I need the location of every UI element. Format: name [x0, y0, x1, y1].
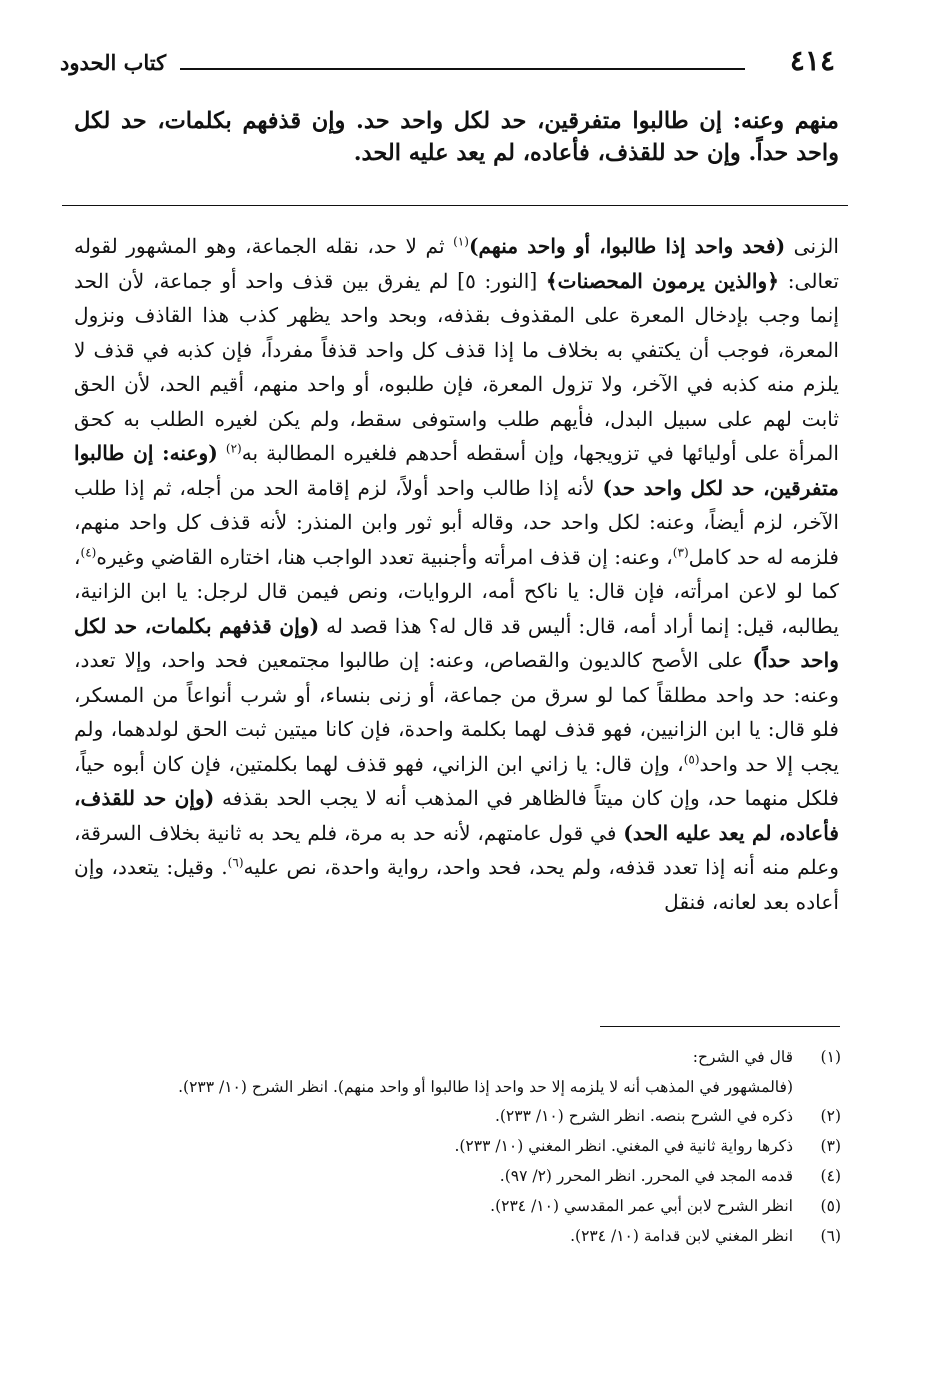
footnote-item: [96, 1192, 841, 1221]
footnote-text: انظر المغني لابن قدامة (١٠/ ٢٣٤).: [570, 1227, 793, 1245]
footnote-item: [96, 1132, 841, 1161]
quran-verse: ﴿والذين يرمون المحصنات﴾: [545, 268, 780, 293]
footnote-text: انظر الشرح لابن أبي عمر المقدسي (١٠/ ٢٣٤).: [490, 1197, 793, 1215]
commentary-run: على الأصح كالديون والقصاص، وعنه: إن طالبوا مجتمعين فحد واحد، وإلا تعدد، وعنه: حد واحد مطلقاً كما لو سرق من جماعة، أو زنى بنساء، أو شرب أنواعاً من المسكر، فلو قال: يا ابن الزانيين، فهو قذف لهما بكلمة واحدة، فإن كانا ميتين ثبت الحق لولدهما، ولم يجب إلا حد واحد: [74, 648, 839, 776]
quoted-matn: (وإن حد للقذف، فأعاده، لم يعد عليه الحد): [74, 786, 839, 845]
commentary-run: [النور: ٥] لم يفرق بين قذف واحد أو جماعة، لأن الحد إنما وجب بإدخال المعرة على المقذوف بقذفه، وبحد واحد يظهر كذب هذا القاذف ونزول المعرة، فوجب أن يكتفي به بخلاف ما إذا قذف كل واحد قذفاً مفرداً، فإن كذبه في قذف لا يلزم منه كذبه في الآخر، ولا تزول المعرة، فإن طلبوه، أو واحد منهم، أقيم الحد، لأن الحق ثابت لهم على سبيل البدل، فأيهم طلب واستوفى سقط، ولم يكن لغيره الطلب به كحق المرأة على أوليائها في تزويجها، وإن أسقطه أحدهم فلغيره المطالبة به: [74, 268, 840, 465]
commentary-run: ، وإن قال: يا زاني ابن الزاني، فهو قذف لهما بكلمتين، فإن كان أبوه حياً، فلكل منهما حد، وإن كان ميتاً فالظاهر في المذهب أنه لا يجب الحد بقذفه: [74, 751, 839, 810]
quoted-matn: (وعنه: إن طالبوا متفرقين، حد لكل واحد حد): [74, 441, 839, 500]
footnote-item: [96, 1162, 841, 1191]
matn-separator: [62, 205, 848, 206]
quoted-matn: (وإن قذفهم بكلمات، حد لكل واحد حداً): [74, 613, 839, 672]
footnote-number: (٦): [820, 1227, 841, 1245]
footnote-text: قال في الشرح:: [692, 1048, 793, 1066]
footnote-item: [96, 1102, 841, 1131]
commentary-run: [218, 441, 226, 465]
footnote-ref-6[interactable]: (٦): [227, 855, 244, 870]
footnote-number: (٥): [820, 1197, 841, 1215]
commentary-paragraph: [74, 229, 839, 919]
commentary-run: ، كما لو لاعن امرأته، فإن قال: يا ناكح أمه، الروايات، ونص فيمن قال لرجل: يا ابن الزانية، يطالبه، قيل: إنما أراد أمه، قال: أليس قد قال له؟ هذا قصد له: [74, 544, 839, 638]
footnote-ref-4[interactable]: (٤): [80, 544, 97, 559]
footnotes: [96, 1043, 841, 1252]
footnote-item: [96, 1043, 841, 1072]
footnote-separator: [600, 1026, 840, 1027]
footnote-number: (٤): [820, 1167, 841, 1185]
header-rule: [180, 68, 745, 70]
commentary-run: لأنه إذا طالب واحد أولاً، لزم إقامة الحد من أجله، ثم إذا طلب الآخر، لزم أيضاً، وعنه: لكل واحد حد، وقاله أبو ثور وابن المنذر: لأنه قذف كل واحد منهم، فلزمه له حد كامل: [74, 475, 839, 569]
footnote-ref-1[interactable]: (١): [453, 234, 469, 249]
footnote-item: [96, 1222, 841, 1251]
page-number: ٤١٤: [789, 44, 835, 77]
commentary-run: الزنى: [785, 234, 840, 258]
quoted-matn: (فحد واحد إذا طالبوا، أو واحد منهم): [468, 234, 786, 258]
footnote-ref-3[interactable]: (٣): [672, 544, 689, 559]
commentary-run: . وقيل: يتعدد، وإن أعاده بعد لعانه، فنقل: [74, 855, 839, 914]
running-header: [60, 44, 835, 78]
footnote-number: (٣): [820, 1137, 841, 1155]
footnote-ref-2[interactable]: (٢): [225, 441, 242, 456]
footnote-text: قدمه المجد في المحرر. انظر المحرر (٢/ ٩٧).: [499, 1167, 793, 1185]
commentary-run: في قول عامتهم، لأنه حد به مرة، فلم يحد به ثانية بخلاف السرقة، وعلم منه أنه إذا تعدد قذفه، ولم يحد، فحد واحد، رواية واحدة، نص عليه: [74, 820, 840, 879]
footnote-text: ذكره في الشرح بنصه. انظر الشرح (١٠/ ٢٣٣).: [494, 1107, 793, 1125]
commentary-run: ، وعنه: إن قذف امرأته وأجنبية تعدد الواجب هنا، اختاره القاضي وغيره: [96, 544, 673, 569]
footnote-ref-5[interactable]: (٥): [683, 751, 700, 766]
footnote-number: (٢): [820, 1107, 841, 1125]
book-title: كتاب الحدود: [60, 50, 167, 75]
commentary-run: ثم لا حد، نقله الجماعة، وهو المشهور لقوله تعالى:: [74, 234, 839, 293]
footnote-text: ذكرها رواية ثانية في المغني. انظر المغني (١٠/ ٢٣٣).: [454, 1137, 793, 1155]
matn-text: منهم وعنه: إن طالبوا متفرقين، حد لكل واحد حد. وإن قذفهم بكلمات، حد لكل واحد حداً. وإن حد للقذف، فأعاده، لم يعد عليه الحد.: [74, 108, 839, 166]
footnote-number: (١): [820, 1048, 841, 1066]
footnote-continuation: (فالمشهور في المذهب أنه لا يلزمه إلا حد واحد إذا طالبوا أو واحد منهم). انظر الشرح (١٠/ ٢٣٣).: [178, 1078, 793, 1096]
commentary-text: [74, 229, 839, 919]
